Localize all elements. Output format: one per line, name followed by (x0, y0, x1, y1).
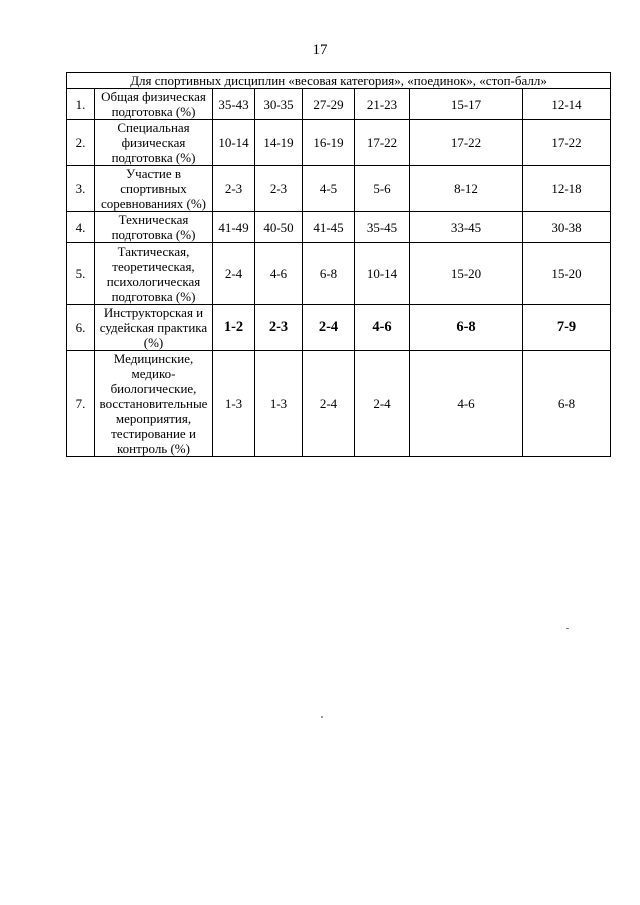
table-cell: 2-3 (213, 166, 255, 212)
table-cell: 17-22 (523, 120, 611, 166)
table-cell: 12-14 (523, 89, 611, 120)
table-cell: 2-4 (303, 305, 355, 351)
table-cell: 41-49 (213, 212, 255, 243)
table-row (67, 243, 611, 305)
table-cell: 4-5 (303, 166, 355, 212)
table-row (67, 351, 611, 457)
table-cell: 4-6 (255, 243, 303, 305)
table-cell: 2-4 (303, 351, 355, 457)
table-row (67, 212, 611, 243)
table-cell: 30-38 (523, 212, 611, 243)
table-cell: 35-45 (355, 212, 410, 243)
table-row (67, 89, 611, 120)
row-number: 4. (67, 212, 95, 243)
table-cell: 4-6 (355, 305, 410, 351)
row-name: Медицинские, медико-биологические, восстановительные мероприятия, тестирование и контроль (%) (95, 351, 213, 457)
table-cell: 6-8 (303, 243, 355, 305)
table-cell: 15-20 (410, 243, 523, 305)
row-name: Общая физическая подготовка (%) (95, 89, 213, 120)
page-number: 17 (312, 42, 328, 58)
table-cell: 2-4 (213, 243, 255, 305)
row-number: 5. (67, 243, 95, 305)
table-cell: 1-3 (255, 351, 303, 457)
table-cell: 2-3 (255, 305, 303, 351)
table-cell: 4-6 (410, 351, 523, 457)
table-cell: 10-14 (355, 243, 410, 305)
table-cell: 21-23 (355, 89, 410, 120)
row-name: Участие в спортивных соревнованиях (%) (95, 166, 213, 212)
table-cell: 2-3 (255, 166, 303, 212)
row-number: 6. (67, 305, 95, 351)
table-cell: 7-9 (523, 305, 611, 351)
row-number: 3. (67, 166, 95, 212)
table-cell: 40-50 (255, 212, 303, 243)
table-cell: 33-45 (410, 212, 523, 243)
scan-speck (321, 716, 323, 718)
training-ratio-table (66, 72, 611, 457)
table-cell: 2-4 (355, 351, 410, 457)
table-cell: 14-19 (255, 120, 303, 166)
table-row (67, 305, 611, 351)
table-cell: 8-12 (410, 166, 523, 212)
table-header-row (67, 73, 611, 89)
table-cell: 6-8 (410, 305, 523, 351)
row-number: 2. (67, 120, 95, 166)
table-cell: 6-8 (523, 351, 611, 457)
table-cell: 1-3 (213, 351, 255, 457)
table-cell: 5-6 (355, 166, 410, 212)
table-cell: 16-19 (303, 120, 355, 166)
table-header: Для спортивных дисциплин «весовая категория», «поединок», «стоп-балл» (67, 73, 611, 89)
table-cell: 30-35 (255, 89, 303, 120)
table-cell: 17-22 (410, 120, 523, 166)
table-cell: 35-43 (213, 89, 255, 120)
table-cell: 12-18 (523, 166, 611, 212)
table-row (67, 120, 611, 166)
table-cell: 17-22 (355, 120, 410, 166)
row-number: 7. (67, 351, 95, 457)
table-cell: 15-20 (523, 243, 611, 305)
scan-speck (566, 628, 569, 629)
table-cell: 10-14 (213, 120, 255, 166)
table-cell: 1-2 (213, 305, 255, 351)
row-name: Инструкторская и судейская практика (%) (95, 305, 213, 351)
table-cell: 27-29 (303, 89, 355, 120)
row-number: 1. (67, 89, 95, 120)
row-name: Техническая подготовка (%) (95, 212, 213, 243)
row-name: Тактическая, теоретическая, психологическая подготовка (%) (95, 243, 213, 305)
table-row (67, 166, 611, 212)
table-cell: 15-17 (410, 89, 523, 120)
row-name: Специальная физическая подготовка (%) (95, 120, 213, 166)
table-cell: 41-45 (303, 212, 355, 243)
